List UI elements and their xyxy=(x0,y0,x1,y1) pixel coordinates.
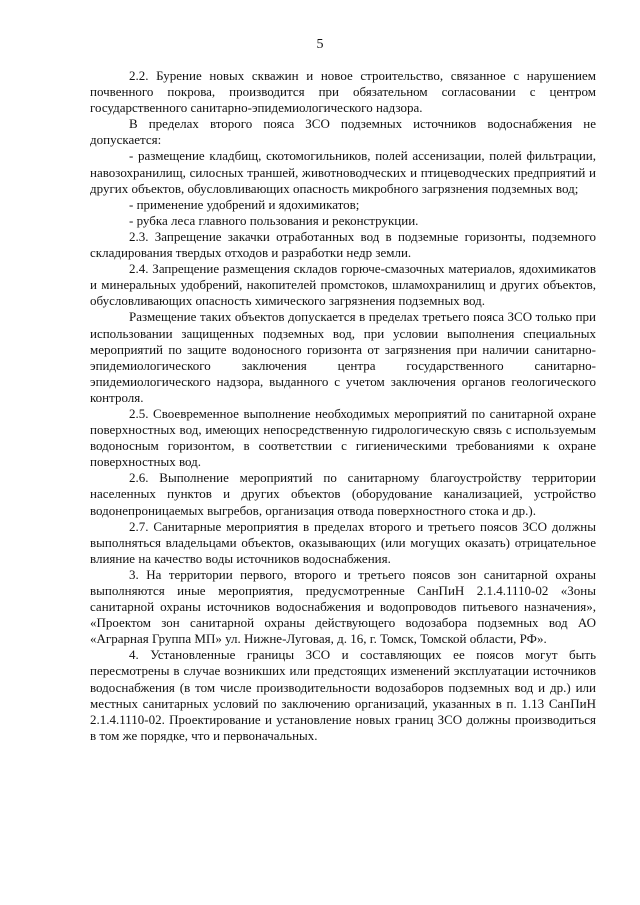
list-item-cemeteries: - размещение кладбищ, скотомогильников, полей ассенизации, полей фильтрации, навозохранилищ, силосных траншей, животноводческих и птицеводческих предприятий и других объектов, обусловливающих опасность микробного загрязнения подземных вод; xyxy=(90,148,596,196)
paragraph-3: 3. На территории первого, второго и третьего поясов зон санитарной охраны выполняются иные мероприятия, предусмотренные СанПиН 2.1.4.1110-02 «Зоны санитарной охраны источников водоснабжения и водопроводов питьевого назначения», «Проектом зон санитарной охраны действующего водозабора подземных вод АО «Аграрная Группа МП» ул. Нижне-Луговая, д. 16, г. Томск, Томской области, РФ». xyxy=(90,566,596,647)
document-body xyxy=(90,68,596,744)
page-number: 5 xyxy=(316,37,324,52)
list-item-logging: - рубка леса главного пользования и реконструкции. xyxy=(129,212,419,228)
list-item-fertilizers: - применение удобрений и ядохимикатов; xyxy=(129,196,360,212)
paragraph-zone-2-intro: В пределах второго пояса ЗСО подземных источников водоснабжения не допускается: xyxy=(90,116,596,148)
paragraph-2-7: 2.7. Санитарные мероприятия в пределах второго и третьего поясов ЗСО должны выполняться владельцами объектов, оказывающих (или могущих оказать) отрицательное влияние на качество воды источников водоснабжения. xyxy=(90,518,596,566)
paragraph-2-5: 2.5. Своевременное выполнение необходимых мероприятий по санитарной охране поверхностных вод, имеющих непосредственную гидрологическую связь с используемым водоносным горизонтом, в соответствии с гигиеническими требованиями к охране поверхностных вод. xyxy=(90,405,596,470)
paragraph-zone-3-placement: Размещение таких объектов допускается в пределах третьего пояса ЗСО только при использовании защищенных подземных вод, при условии выполнения специальных мероприятий по защите водоносного горизонта от загрязнения при наличии санитарно-эпидемиологического заключения центра государственного санитарно-эпидемиологического надзора, выданного с учетом заключения органов геологического контроля. xyxy=(90,309,596,405)
paragraph-2-6: 2.6. Выполнение мероприятий по санитарному благоустройству территории населенных пунктов и других объектов (оборудование канализацией, устройство водонепроницаемых выгребов, организация отвода поверхностного стока и др.). xyxy=(90,470,596,518)
paragraph-2-4: 2.4. Запрещение размещения складов горюче-смазочных материалов, ядохимикатов и минеральных удобрений, накопителей промстоков, шламохранилищ и других объектов, обусловливающих опасность химического загрязнения подземных вод. xyxy=(90,261,596,309)
paragraph-2-3: 2.3. Запрещение закачки отработанных вод в подземные горизонты, подземного складирования твердых отходов и разработки недр земли. xyxy=(90,228,596,261)
paragraph-2-2: 2.2. Бурение новых скважин и новое строительство, связанное с нарушением почвенного покрова, производится при обязательном согласовании с центром государственного санитарно-эпидемиологического надзора. xyxy=(90,68,596,116)
paragraph-4: 4. Установленные границы ЗСО и составляющих ее поясов могут быть пересмотрены в случае возникших или предстоящих изменений эксплуатации источников водоснабжения (в том числе производительности водозаборов подземных вод и др.) или местных санитарных условий по заключению организаций, указанных в п. 1.13 СанПиН 2.1.4.1110-02. Проектирование и установление новых границ ЗСО должны производиться в том же порядке, что и первоначальных. xyxy=(90,647,596,743)
